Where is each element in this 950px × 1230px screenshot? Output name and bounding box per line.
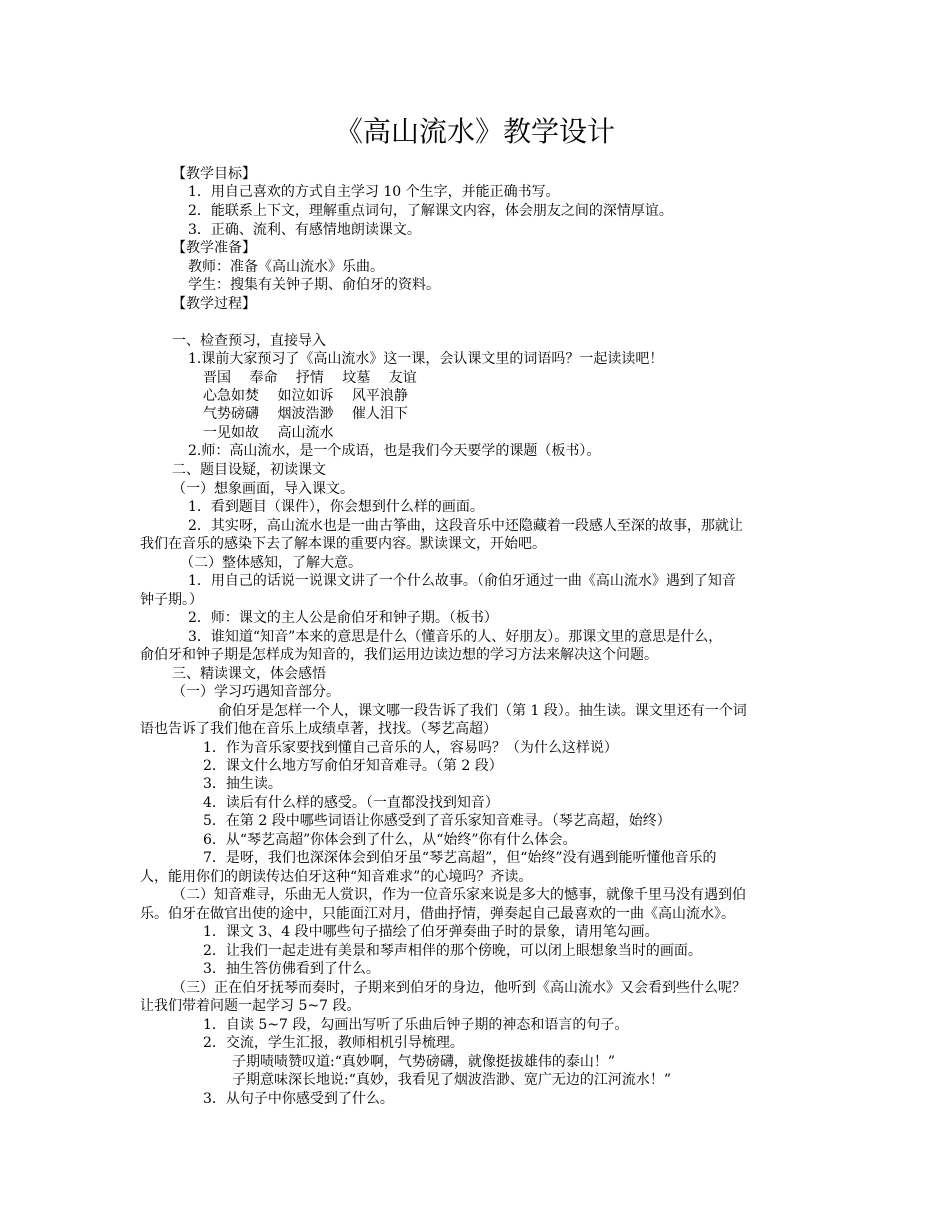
body-line: 1．作为音乐家要找到懂自己音乐的人，容易吗？（为什么这样说） (203, 740, 618, 756)
body-line: 1．看到题目（课件），你会想到什么样的画面。 (188, 499, 484, 515)
body-line: 2．课文什么地方写俞伯牙知音难寻。（第 2 段） (203, 758, 503, 774)
body-line: 二、题目设疑，初读课文 (172, 462, 326, 478)
body-line: （一）学习巧遇知音部分。 (172, 684, 340, 700)
body-line: 2．师：课文的主人公是俞伯牙和钟子期。（板书） (188, 610, 498, 626)
body-line: 教师：准备《高山流水》乐曲。 (188, 259, 384, 275)
body-line: 钟子期。） (140, 592, 203, 608)
body-line: 乐。伯牙在做官出使的途中，只能面江对月，借曲抒情，弹奏起自己最喜欢的一曲《高山流水》。 (140, 906, 735, 922)
body-line: 2．交流，学生汇报，教师相机引导梳理。 (203, 1035, 464, 1051)
body-line: 1．自读 5~7 段，勾画出写听了乐曲后钟子期的神态和语言的句子。 (203, 1017, 629, 1033)
body-line: 俞伯牙和钟子期是怎样成为知音的，我们运用边读边想的学习方法来解决这个问题。 (140, 647, 658, 663)
document-title: 《高山流水》教学设计 (334, 115, 615, 148)
body-line: 5．在第 2 段中哪些词语让你感受到了音乐家知音难寻。（琴艺高超，始终） (203, 813, 671, 829)
body-line: 一、检查预习，直接导入 (172, 333, 326, 349)
body-line: 我们在音乐的感染下去了解本课的重要内容。默读课文，开始吧。 (140, 536, 546, 552)
body-line: 晋国 奉命 抒情 坟墓 友谊 (203, 370, 417, 386)
body-line: 3．从句子中你感受到了什么。 (203, 1091, 394, 1107)
body-line: 心急如焚 如泣如诉 风平浪静 (203, 388, 408, 404)
body-line: 人，能用你们的朗读传达伯牙这种“知音难求”的心境吗？齐读。 (140, 869, 533, 885)
body-line: 子期意味深长地说:“真妙，我看见了烟波浩渺、宽广无边的江河流水！” (232, 1072, 672, 1088)
body-line: 【教学准备】 (172, 240, 256, 256)
body-line: 学生：搜集有关钟子期、俞伯牙的资料。 (188, 277, 440, 293)
body-line: 2．能联系上下文，理解重点词句，了解课文内容，体会朋友之间的深情厚谊。 (188, 203, 673, 219)
body-line: 2．让我们一起走进有美景和琴声相伴的那个傍晚，可以闭上眼想象当时的画面。 (203, 943, 702, 959)
body-line: 3．谁知道“知音”本来的意思是什么（懂音乐的人、好朋友）。那课文里的意思是什么， (188, 629, 723, 645)
body-line: 3．正确、流利、有感情地朗读课文。 (188, 222, 421, 238)
body-line: 4．读后有什么样的感受。（一直都没找到知音） (203, 795, 499, 811)
body-line: 1．课文 3、4 段中哪些句子描绘了伯牙弹奏曲子时的景象，请用笔勾画。 (203, 924, 659, 940)
body-line: （二）整体感知，了解大意。 (180, 555, 362, 571)
body-line: 1．用自己喜欢的方式自主学习 10 个生字，并能正确书写。 (188, 184, 560, 200)
body-line: 语也告诉了我们他在音乐上成绩卓著，找找。（琴艺高超） (140, 721, 497, 737)
body-line: 三、精读课文，体会感悟 (172, 666, 326, 682)
body-line: （三）正在伯牙抚琴而奏时，子期来到伯牙的身边，他听到《高山流水》又会看到些什么呢？ (172, 980, 746, 996)
body-line: 子期啧啧赞叹道:“真妙啊，气势磅礴，就像挺拔雄伟的泰山！” (232, 1054, 616, 1070)
body-line: 1.课前大家预习了《高山流水》这一课，会认课文里的词语吗？一起读读吧！ (188, 351, 664, 367)
body-line: 俞伯牙是怎样一个人，课文哪一段告诉了我们（第 1 段）。抽生读。课文里还有一个词 (218, 703, 747, 719)
body-line: 2．其实呀，高山流水也是一曲古筝曲，这段音乐中还隐藏着一段感人至深的故事，那就让 (188, 518, 743, 534)
body-line: 一见如故 高山流水 (203, 425, 334, 441)
body-line: 1．用自己的话说一说课文讲了一个什么故事。（俞伯牙通过一曲《高山流水》遇到了知音 (188, 573, 736, 589)
body-line: 7．是呀，我们也深深体会到伯牙虽“琴艺高超”，但“始终”没有遇到能听懂他音乐的 (203, 850, 717, 866)
body-line: 【教学过程】 (172, 296, 256, 312)
body-line: 3．抽生读。 (203, 776, 282, 792)
body-line: 3．抽生答仿佛看到了什么。 (203, 961, 380, 977)
body-line: 【教学目标】 (172, 166, 256, 182)
body-line: 6．从“琴艺高超”你体会到了什么，从“始终”你有什么体会。 (203, 832, 577, 848)
body-line: 让我们带着问题一起学习 5~7 段。 (140, 998, 361, 1014)
body-line: 2.师：高山流水，是一个成语，也是我们今天要学的课题（板书）。 (188, 443, 601, 459)
body-line: 气势磅礴 烟波浩渺 催人泪下 (203, 406, 408, 422)
body-line: （二）知音难寻，乐曲无人赏识，作为一位音乐家来说是多大的憾事，就像千里马没有遇到伯 (172, 887, 746, 903)
body-line: （一）想象画面，导入课文。 (172, 481, 354, 497)
